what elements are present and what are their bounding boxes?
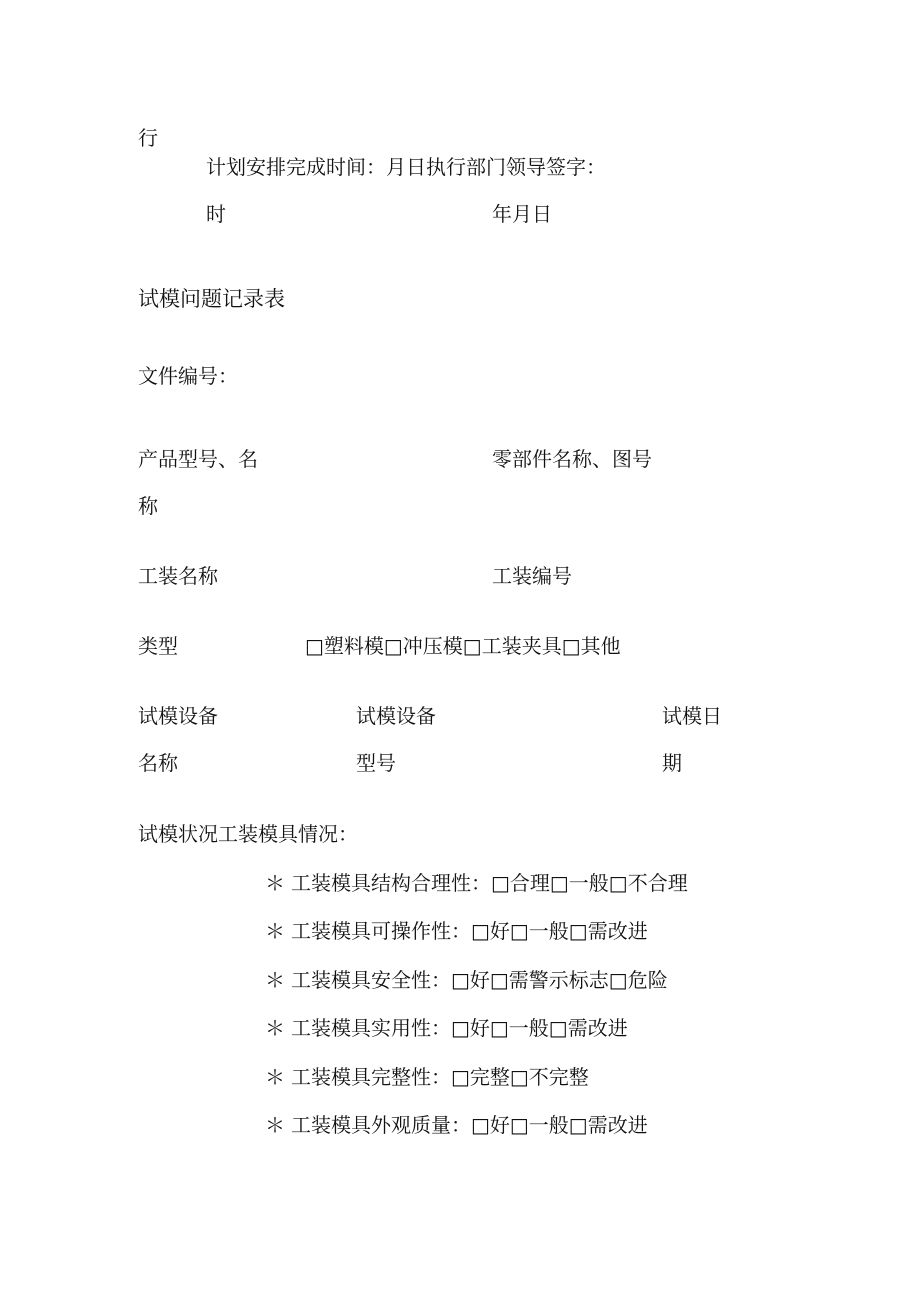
status-heading: 试模状况工装模具情况： xyxy=(138,822,358,846)
document-number-label: 文件编号： xyxy=(138,364,238,388)
bullet-star: ＊ xyxy=(265,1112,285,1137)
plan-completion-line: 计划安排完成时间：月日执行部门领导签字： xyxy=(206,155,606,179)
trial-date-label-line1: 试模日 xyxy=(662,704,722,728)
list-item xyxy=(265,1018,688,1066)
list-item xyxy=(265,1112,688,1163)
tool-number-label: 工装编号 xyxy=(492,564,572,588)
check-text: 工装模具安全性：□好□需警示标志□危险 xyxy=(291,967,668,992)
date-line: 年月日 xyxy=(492,202,552,226)
bullet-star: ＊ xyxy=(265,871,285,895)
product-model-label-line1: 产品型号、名 xyxy=(138,447,258,471)
check-list xyxy=(265,873,688,1163)
tool-name-label: 工装名称 xyxy=(138,564,218,588)
check-text: 工装模具实用性：□好□一般□需改进 xyxy=(291,1016,628,1041)
equipment-model-label-line1: 试模设备 xyxy=(356,704,436,728)
check-text: 工装模具结构合理性：□合理□一般□不合理 xyxy=(291,871,688,895)
check-text: 工装模具外观质量：□好□一般□需改进 xyxy=(291,1112,648,1137)
list-item xyxy=(265,967,688,1018)
equipment-model-label-line2: 型号 xyxy=(356,751,396,775)
list-item xyxy=(265,921,688,969)
type-options: □塑料模□冲压模□工装夹具□其他 xyxy=(305,634,621,658)
equipment-name-label-line2: 名称 xyxy=(138,751,178,775)
list-item xyxy=(265,1064,688,1115)
time-char: 时 xyxy=(206,202,226,226)
trial-date-label-line2: 期 xyxy=(662,751,682,775)
line-fragment-text: 行 xyxy=(138,126,158,150)
product-model-label-line2: 称 xyxy=(138,494,158,518)
form-title: 试模问题记录表 xyxy=(138,287,285,311)
bullet-star: ＊ xyxy=(265,967,285,992)
equipment-name-label-line1: 试模设备 xyxy=(138,704,218,728)
type-label: 类型 xyxy=(138,634,178,658)
bullet-star: ＊ xyxy=(265,1064,285,1089)
list-item xyxy=(265,873,688,921)
part-name-label: 零部件名称、图号 xyxy=(492,447,652,471)
bullet-star: ＊ xyxy=(265,1016,285,1041)
check-text: 工装模具可操作性：□好□一般□需改进 xyxy=(291,919,648,944)
check-text: 工装模具完整性：□完整□不完整 xyxy=(291,1064,589,1089)
bullet-star: ＊ xyxy=(265,919,285,944)
